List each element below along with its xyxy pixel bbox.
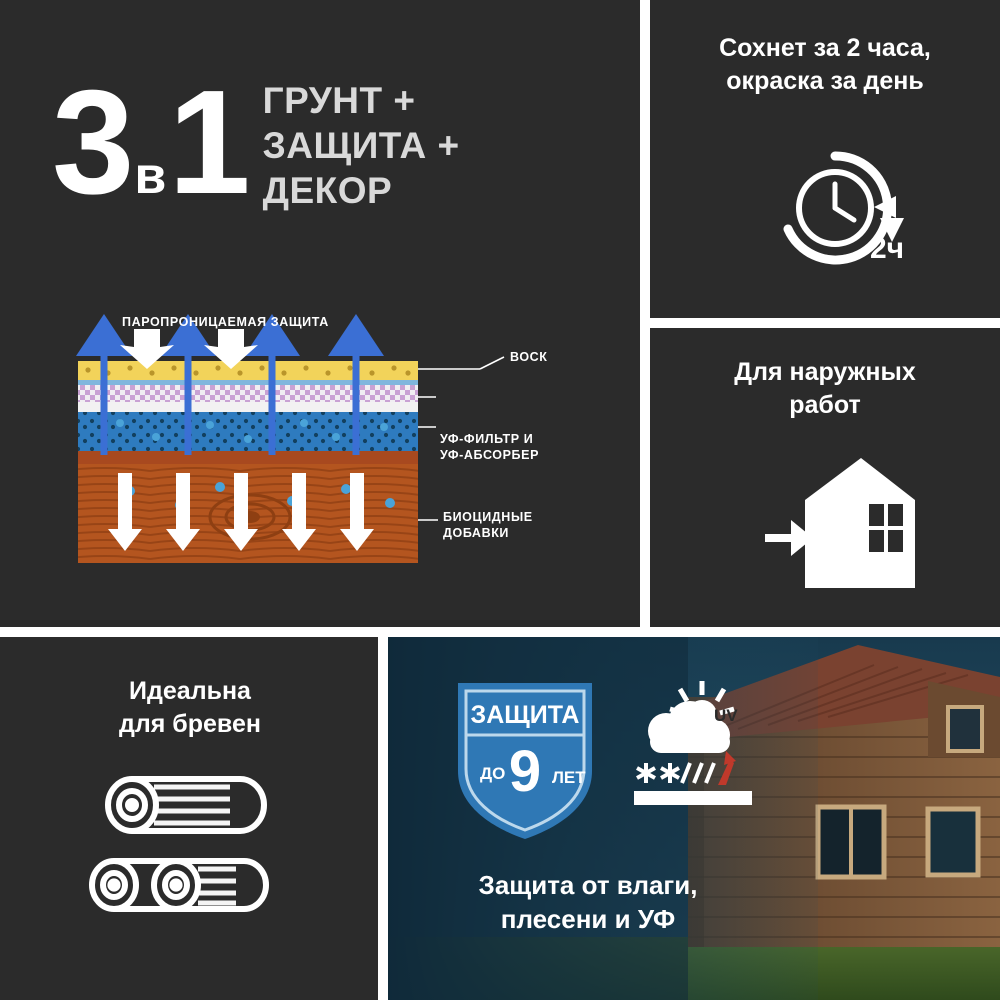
drying-caption: Сохнет за 2 часа, окраска за день: [719, 34, 931, 95]
wood-bar-icon: [634, 791, 752, 805]
uv-absorber-layer: [78, 401, 418, 412]
rain-icon: [682, 763, 714, 783]
shield-prefix: ДО: [480, 764, 506, 783]
uv-filter-layer: [78, 385, 418, 402]
wood-top-band: [78, 451, 418, 464]
panel-three-in-one: [0, 0, 640, 627]
benefit-list: [263, 78, 460, 213]
label-wax: ВОСК: [510, 350, 548, 364]
wax-layer: [78, 361, 418, 380]
uv-label: UV: [714, 706, 738, 725]
shield-top-label: ЗАЩИТА: [470, 701, 580, 729]
panel-photo-protection: [388, 637, 1000, 1000]
benefit-primer: ГРУНТ +: [262, 80, 416, 121]
layers-diagram: [60, 305, 620, 595]
house-icon: [765, 438, 915, 598]
connector-v: [134, 84, 167, 205]
logs-caption: Идеальна для бревен: [119, 677, 261, 738]
panel-logs: [0, 637, 378, 1000]
outdoor-caption: Для наружных работ: [734, 358, 916, 419]
biocide-layer: [78, 411, 418, 451]
label-biocide: БИОЦИДНЫЕ ДОБАВКИ: [443, 510, 533, 540]
snowflake-icon: [637, 763, 679, 783]
connector-label: в: [134, 146, 167, 205]
protection-shield-badge: [450, 675, 600, 845]
logs-stack-icon: [80, 757, 300, 947]
three-in-one-logo: [52, 59, 460, 225]
panel-drying-time: [650, 0, 1000, 318]
numerator-3: 3: [52, 59, 133, 225]
benefit-decor: ДЕКОР: [262, 170, 393, 212]
clock-icon: [760, 140, 910, 280]
red-arrow-head: [724, 751, 736, 765]
panel-outdoor-use: [650, 328, 1000, 627]
photo-caption: Защита от влаги, плесени и УФ: [478, 870, 698, 934]
shield-suffix: ЛЕТ: [552, 768, 586, 787]
denominator-1: 1: [168, 59, 247, 225]
clock-badge-label: 2ч: [870, 232, 905, 265]
shield-years: 9: [508, 739, 542, 804]
label-uv-filter: УФ-ФИЛЬТР И УФ-АБСОРБЕР: [440, 432, 540, 462]
diagram-title: ПАРОПРОНИЦАЕМАЯ ЗАЩИТА: [122, 315, 329, 329]
benefit-protection: ЗАЩИТА +: [262, 125, 460, 167]
weather-protection-icon: [630, 679, 760, 839]
precipitation-icons: [637, 763, 714, 783]
